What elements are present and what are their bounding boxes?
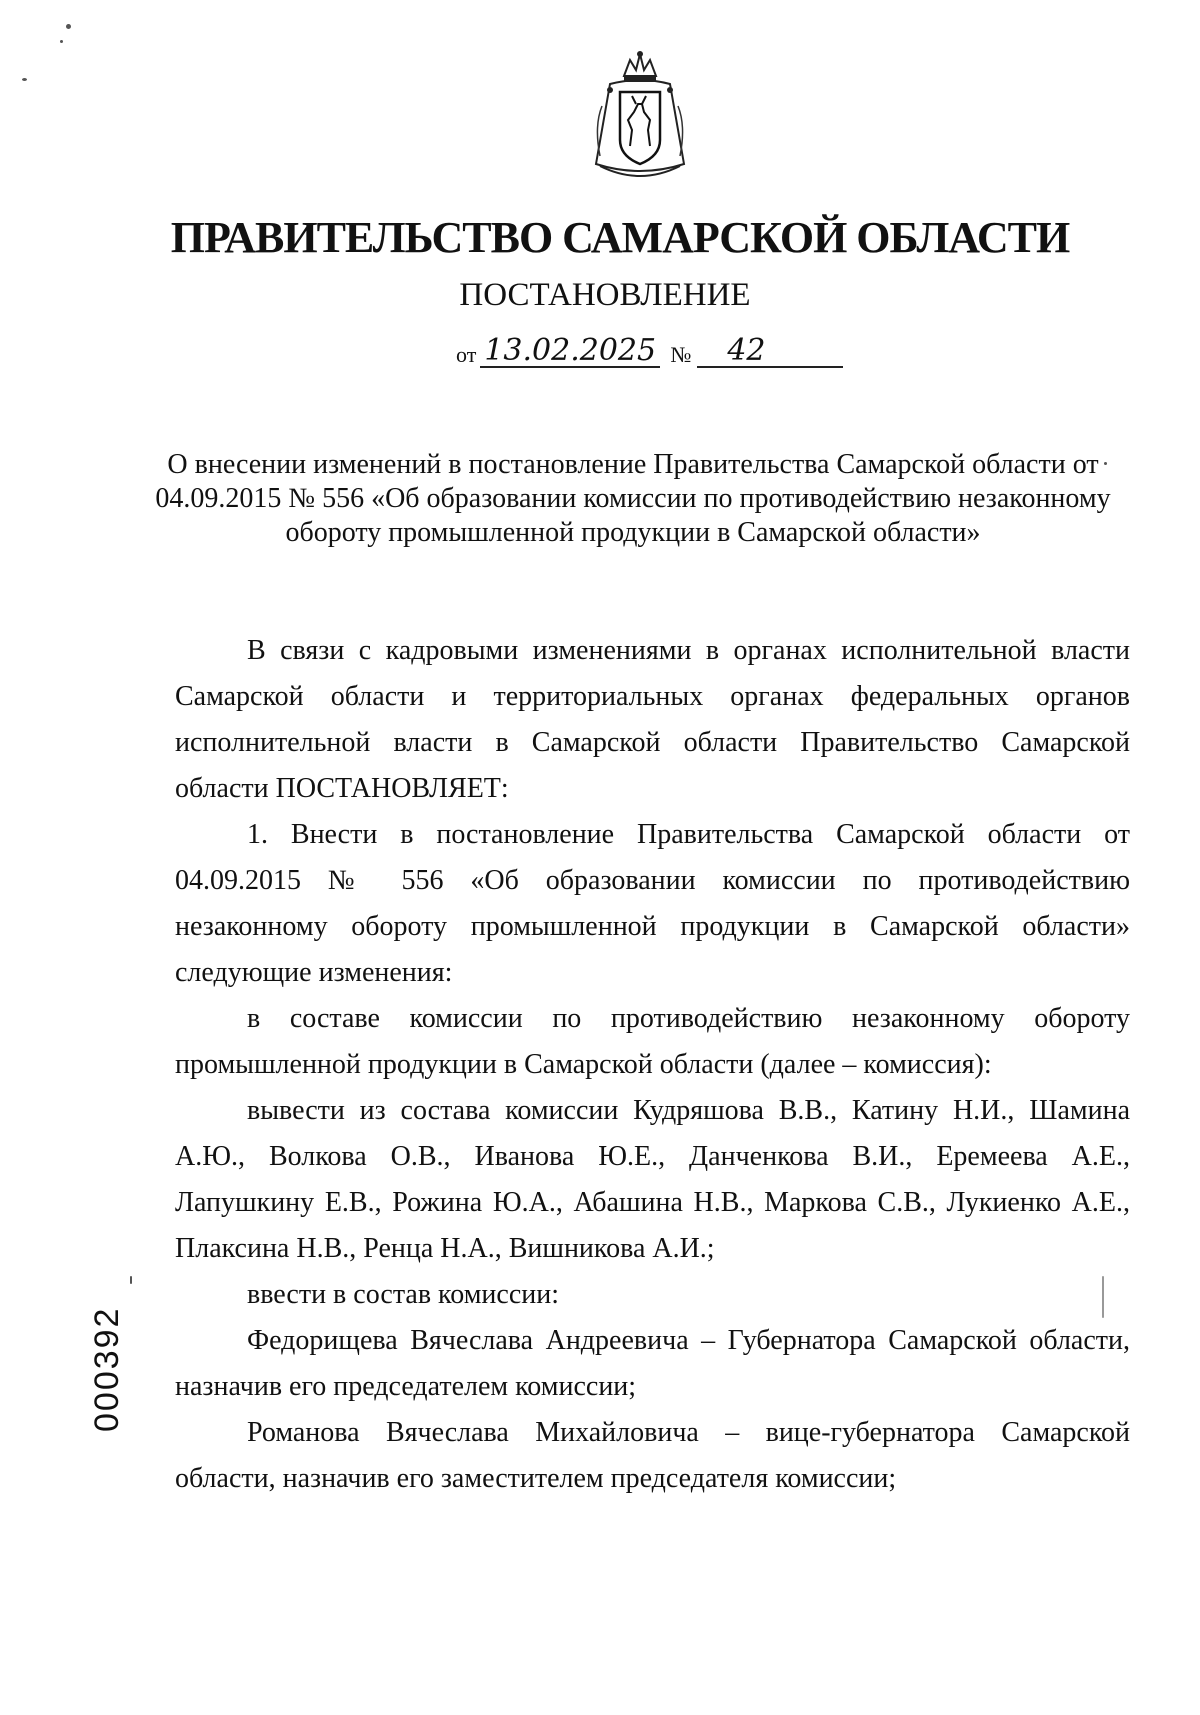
scan-speck <box>1102 1276 1104 1318</box>
scan-speck <box>22 78 27 81</box>
paragraph-remove-members: вывести из состава комиссии Кудряшова В.В., Катину Н.И., Шамина А.Ю., Волкова О.В., Иванова Ю.Е., Данченкова В.И., Еремеева А.Е., Лапушкину Е.В., Рожина Ю.А., Абашина Н.В., Маркова С.В., Лукиенко А.Е., Плаксина Н.В., Ренца Н.А., Вишникова А.И.; <box>175 1095 1130 1264</box>
paragraph-add-members: ввести в состав комиссии: <box>247 1279 560 1310</box>
date-prefix: от <box>456 342 477 367</box>
paragraph-item-1: 1. Внести в постановление Правительства Самарской области от 04.09.2015 № 556 «Об образовании комиссии по противодействию незаконному обороту промышленной продукции в Самарской области» следующие изменения: <box>175 819 1130 988</box>
handwritten-number: 42 <box>697 336 843 368</box>
paragraph-composition: в составе комиссии по противодействию незаконному обороту промышленной продукции в Самарской области (далее – комиссия): <box>175 1003 1130 1080</box>
paragraph-deputy-chairman: Романова Вячеслава Михайловича – вице-губернатора Самарской области, назначив его заместителем председателя комиссии; <box>175 1417 1130 1494</box>
coat-of-arms-icon <box>580 46 700 186</box>
issuer-title: ПРАВИТЕЛЬСТВО САМАРСКОЙ ОБЛАСТИ <box>170 213 1070 262</box>
scan-speck <box>60 40 63 43</box>
scan-speck <box>66 24 71 29</box>
document-subject: О внесении изменений в постановление Правительства Самарской области от 04.09.2015 № 556 «Об образовании комиссии по противодействию незаконному обороту промышленной продукции в Самарской области» <box>155 449 1111 548</box>
scan-speck <box>130 1276 132 1284</box>
number-prefix: № <box>670 342 692 367</box>
paragraph-chairman: Федорищева Вячеслава Андреевича – Губернатора Самарской области, назначив его председателем комиссии; <box>175 1325 1130 1402</box>
paragraph-preamble: В связи с кадровыми изменениями в органах исполнительной власти Самарской области и территориальных органах федеральных органов исполнительной власти в Самарской области Правительство Самарской области ПОСТАНОВЛЯЕТ: <box>175 635 1130 804</box>
handwritten-date: 13.02.2025 <box>480 336 660 368</box>
document-body <box>175 628 1130 1502</box>
scan-speck <box>1104 462 1107 465</box>
document-kind: ПОСТАНОВЛЕНИЕ <box>459 277 751 313</box>
serial-stamp: 000392 <box>88 1306 126 1432</box>
date-number-line <box>456 333 843 368</box>
